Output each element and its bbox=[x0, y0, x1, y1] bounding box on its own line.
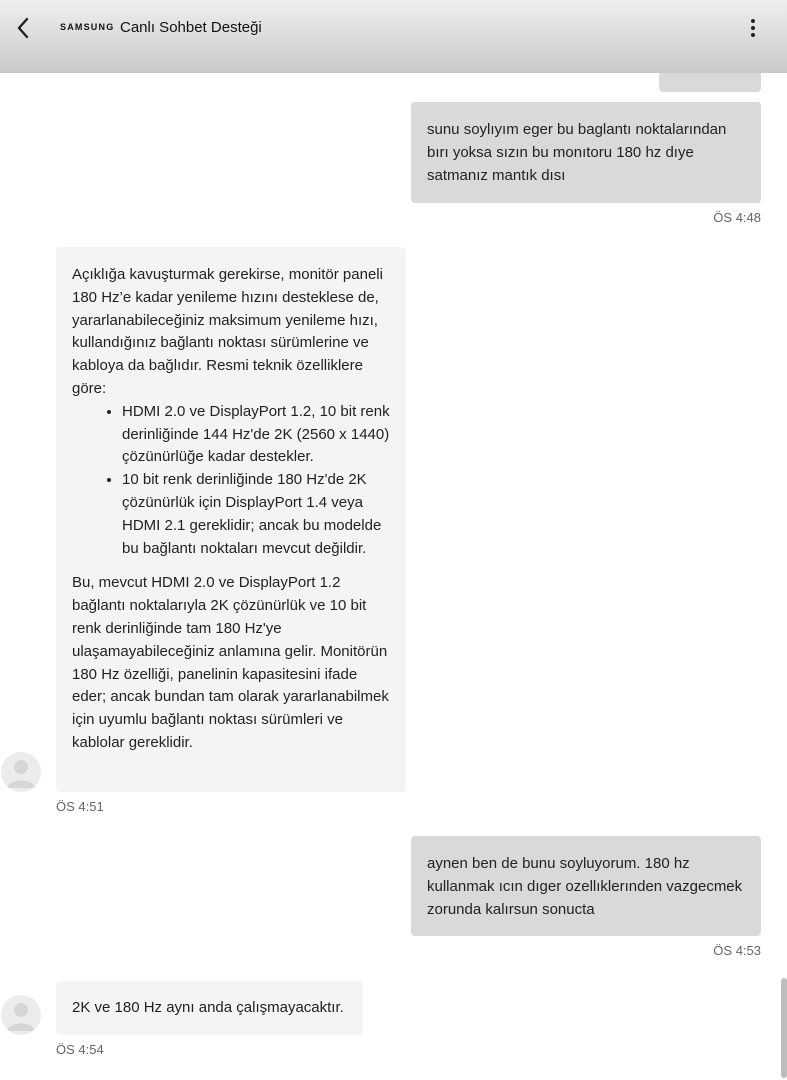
agent-message-bubble bbox=[56, 981, 363, 1035]
message-timestamp: ÖS 4:54 bbox=[56, 1042, 104, 1057]
chevron-left-icon bbox=[16, 17, 30, 39]
back-button[interactable] bbox=[10, 14, 36, 42]
page-title: Canlı Sohbet Desteği bbox=[120, 19, 262, 36]
message-text: sunu soylıyım eger bu baglantı noktalarından bırı yoksa sızın bu monıtoru 180 hz dıye satmanız mantık dısı bbox=[427, 121, 727, 184]
samsung-logo: SAMSUNG bbox=[60, 22, 115, 32]
message-text: aynen ben de bunu soyluyorum. 180 hz kullanmak ıcın dıger ozellıklerınden vazgecmek zorunda kalırsun sonucta bbox=[427, 855, 743, 918]
list-item: • HDMI 2.0 ve DisplayPort 1.2, 10 bit renk derinliğinde 144 Hz'de 2K (2560 x 1440) çözünürlüğe kadar destekler. bbox=[122, 401, 390, 469]
spec-list bbox=[122, 401, 390, 561]
message-timestamp: ÖS 4:53 bbox=[713, 943, 761, 958]
more-options-button[interactable] bbox=[745, 14, 761, 42]
list-item: • 10 bit renk derinliğinde 180 Hz'de 2K çözünürlük için DisplayPort 1.4 veya HDMI 2.1 gereklidir; ancak bu modelde bu bağlantı noktaları mevcut değildir. bbox=[122, 469, 390, 560]
agent-message-bubble bbox=[56, 247, 406, 792]
user-avatar-icon bbox=[1, 995, 41, 1035]
user-avatar-icon bbox=[1, 752, 41, 792]
scrollbar[interactable] bbox=[781, 978, 787, 1078]
more-vertical-icon bbox=[751, 19, 755, 23]
message-text: 2K ve 180 Hz aynı anda çalışmayacaktır. bbox=[72, 999, 344, 1016]
user-message-bubble bbox=[411, 836, 761, 936]
chat-header bbox=[0, 0, 787, 73]
user-message-bubble bbox=[411, 102, 761, 203]
message-intro-text: Açıklığa kavuşturmak gerekirse, monitör paneli 180 Hz’e kadar yenileme hızını desteklese de, yararlanabileceğiniz maksimum yenileme hızı, kullandığınız bağlantı noktası sürümlerine ve kabloya da bağlıdır. Resmi teknik özelliklere göre: bbox=[72, 266, 383, 397]
agent-avatar bbox=[1, 995, 41, 1035]
agent-avatar bbox=[1, 752, 41, 792]
message-timestamp: ÖS 4:51 bbox=[56, 799, 104, 814]
message-outro-text: Bu, mevcut HDMI 2.0 ve DisplayPort 1.2 bağlantı noktalarıyla 2K çözünürlük ve 10 bit renk derinliğinde tam 180 Hz'ye ulaşamayabileceğiniz anlamına gelir. Monitörün 180 Hz özelliği, panelinin kapasitesini ifade eder; ancak bundan tam olarak yararlanabilmek için uyumlu bağlantı noktası sürümleri ve kablolar gereklidir. bbox=[72, 574, 389, 751]
message-timestamp: ÖS 4:48 bbox=[713, 210, 761, 225]
